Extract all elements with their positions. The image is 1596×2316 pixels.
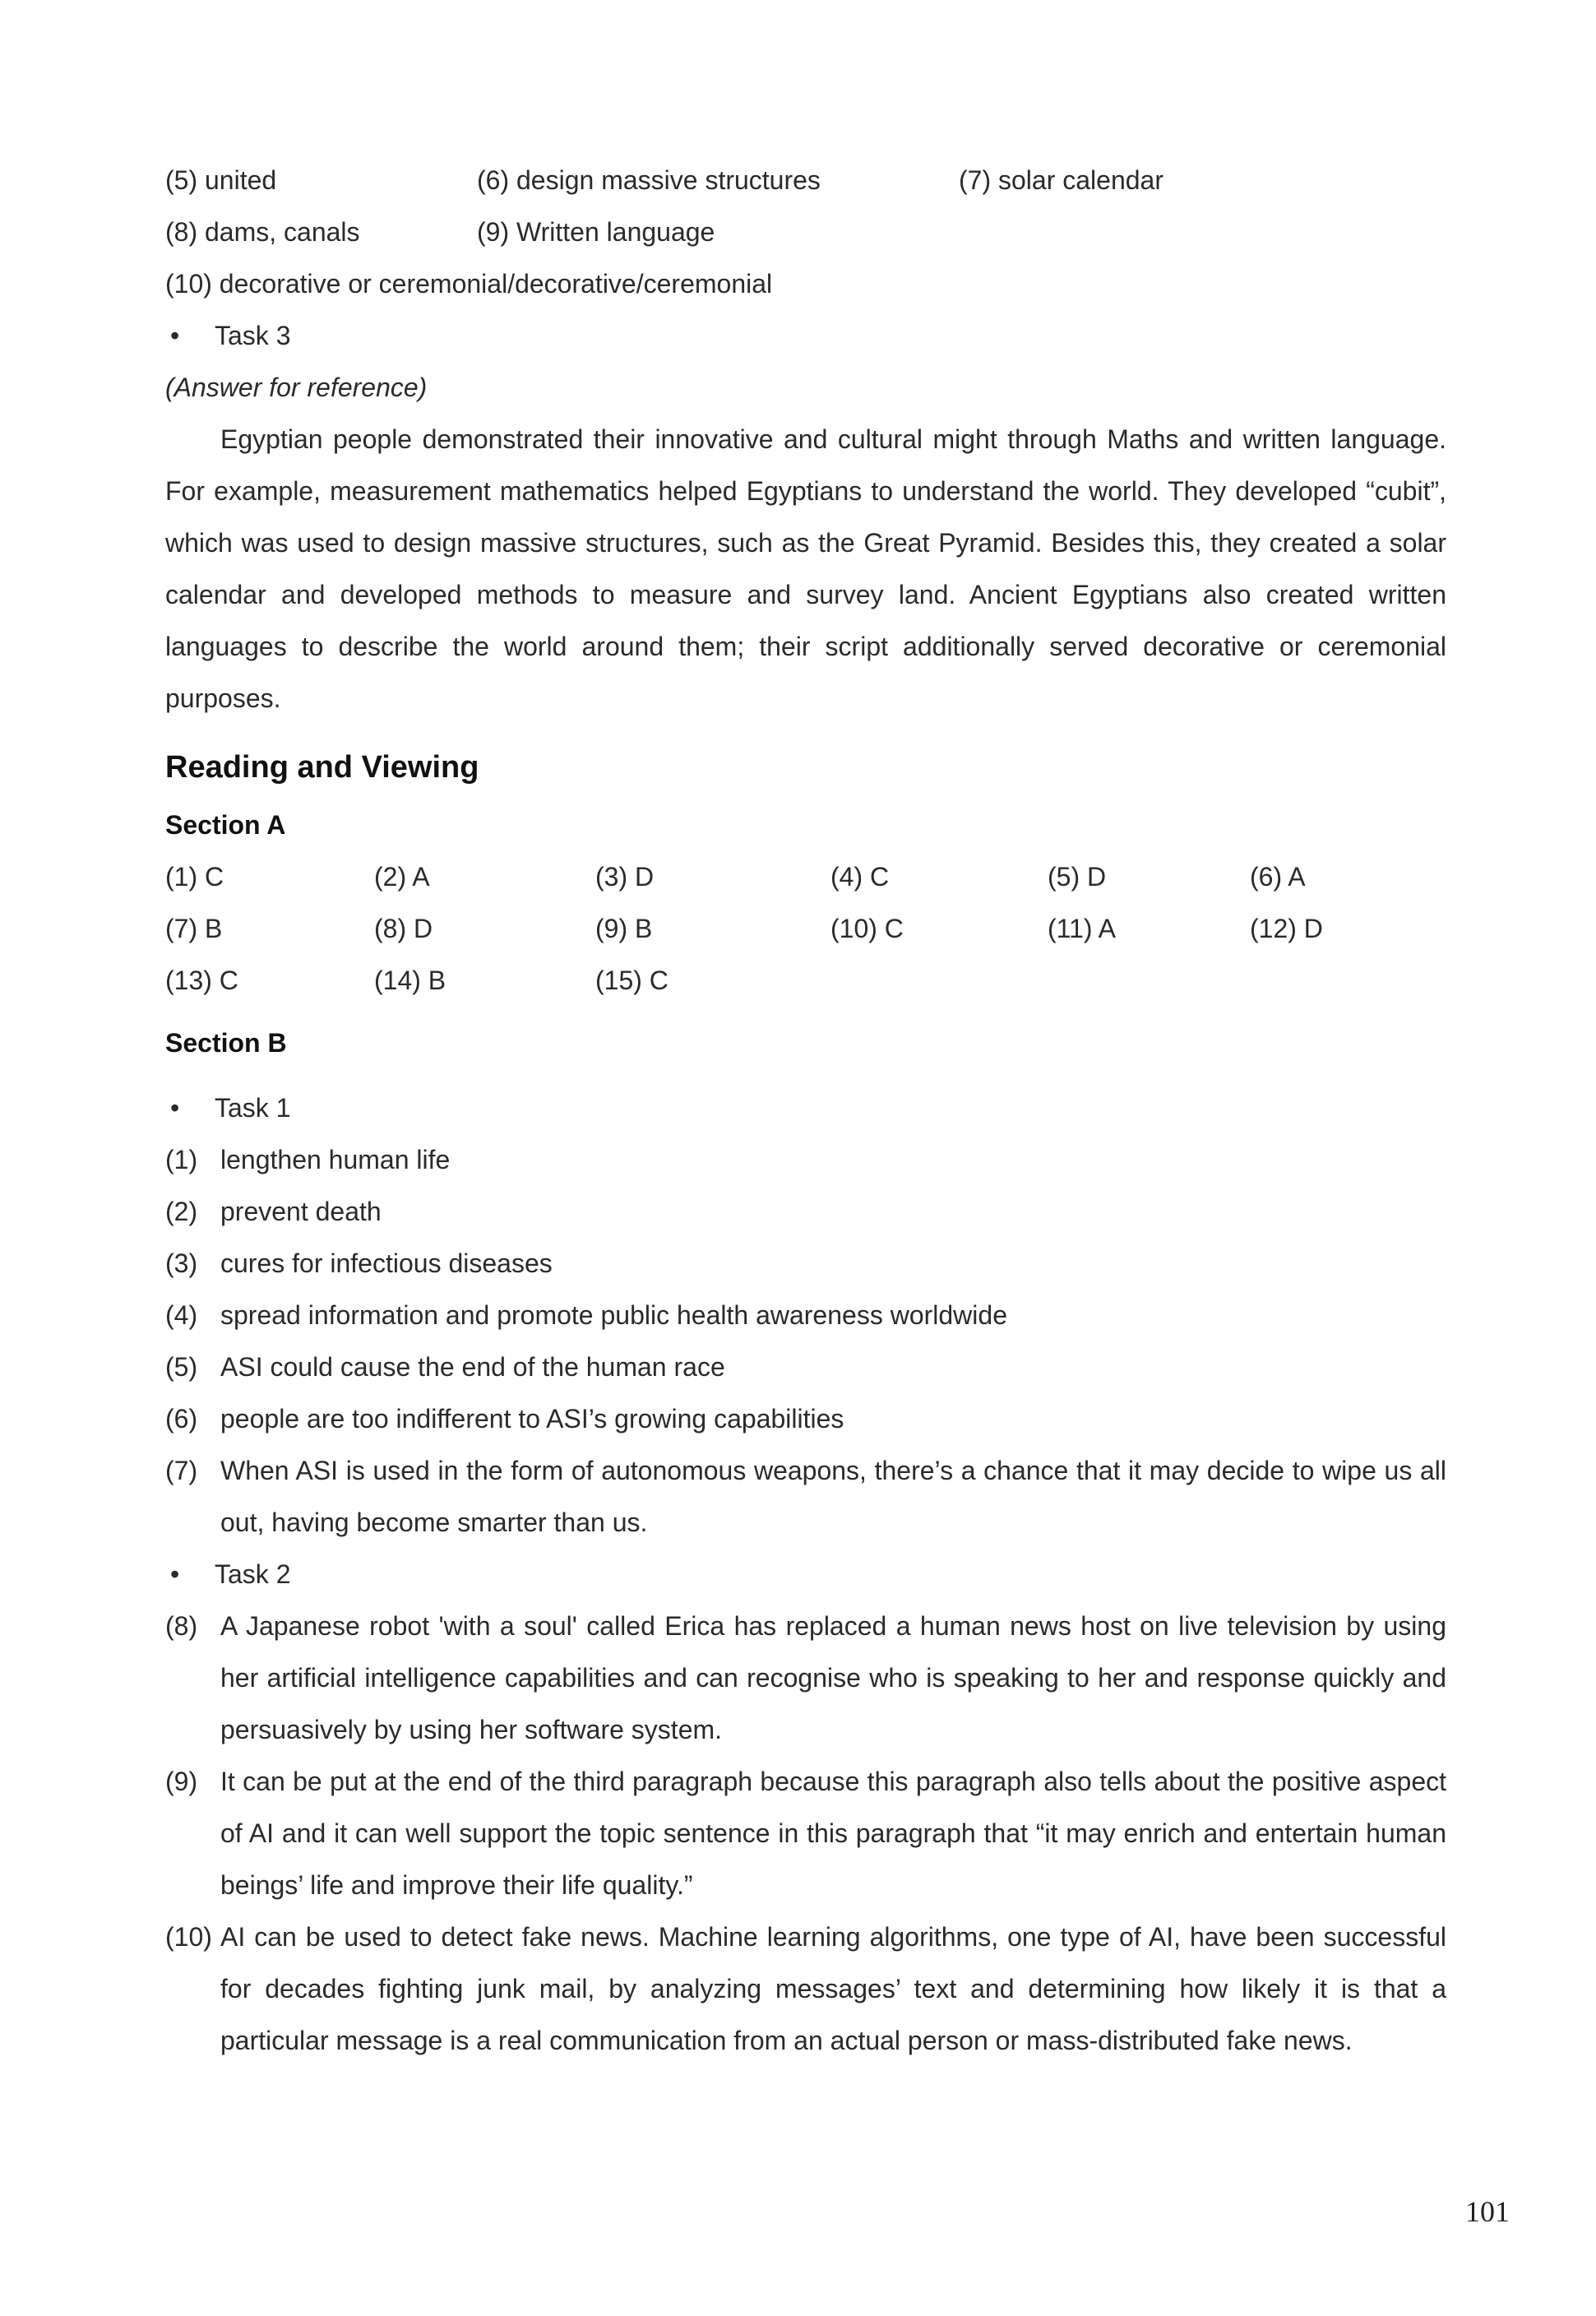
item-number: (9) bbox=[165, 1767, 198, 1796]
answer: (6) design massive structures bbox=[477, 165, 821, 195]
section-a-answers bbox=[165, 851, 1446, 1007]
bullet-icon: • bbox=[170, 1093, 180, 1123]
answer: (15) C bbox=[595, 966, 668, 995]
answer: (14) B bbox=[374, 966, 446, 995]
answer: (10) decorative or ceremonial/decorative/ceremonial bbox=[165, 269, 773, 299]
item-text: people are too indifferent to ASI’s growing capabilities bbox=[220, 1404, 844, 1434]
list-item bbox=[165, 1134, 1446, 1186]
item-text: It can be put at the end of the third paragraph because this paragraph also tells about the positive aspect of AI and it can well support the topic sentence in this paragraph that “it may enrich and entertain human beings’ life and improve their life quality.” bbox=[220, 1767, 1446, 1900]
answer: (4) C bbox=[830, 862, 890, 892]
section-a-title: Section A bbox=[165, 810, 286, 840]
answer: (2) A bbox=[374, 862, 430, 892]
list-item bbox=[165, 1341, 1446, 1393]
section-b-title: Section B bbox=[165, 1028, 287, 1058]
list-item bbox=[165, 1445, 1446, 1549]
answer-row bbox=[165, 155, 1446, 206]
list-item bbox=[165, 1756, 1446, 1911]
item-number: (5) bbox=[165, 1352, 198, 1382]
item-text: A Japanese robot 'with a soul' called Erica has replaced a human news host on live television by using her artificial intelligence capabilities and can recognise who is speaking to her and response quickly and persuasively by using her software system. bbox=[220, 1611, 1446, 1744]
list-item bbox=[165, 1186, 1446, 1238]
answer: (7) B bbox=[165, 914, 223, 943]
answer: (12) D bbox=[1250, 914, 1323, 943]
item-number: (3) bbox=[165, 1248, 198, 1278]
answer: (8) dams, canals bbox=[165, 217, 360, 247]
list-item bbox=[165, 1393, 1446, 1445]
list-item bbox=[165, 1290, 1446, 1341]
task1-list bbox=[165, 1134, 1446, 1549]
item-text: When ASI is used in the form of autonomous weapons, there’s a chance that it may decide to wipe us all out, having become smarter than us. bbox=[220, 1456, 1446, 1537]
task-title: Task 2 bbox=[215, 1559, 291, 1589]
bullet-icon: • bbox=[170, 1559, 180, 1589]
section-heading: Reading and Viewing bbox=[165, 750, 479, 785]
answer-row bbox=[165, 851, 1446, 903]
answer: (10) C bbox=[830, 914, 904, 943]
answer: (5) D bbox=[1048, 862, 1107, 892]
list-item bbox=[165, 1238, 1446, 1290]
bullet-icon: • bbox=[170, 321, 180, 350]
item-number: (10) bbox=[165, 1922, 212, 1952]
task-title: Task 3 bbox=[215, 321, 291, 350]
reference-note: (Answer for reference) bbox=[165, 373, 428, 402]
item-number: (2) bbox=[165, 1197, 198, 1226]
content bbox=[165, 155, 1446, 2067]
answer: (6) A bbox=[1250, 862, 1306, 892]
task1-heading bbox=[165, 1082, 1446, 1134]
answer: (1) C bbox=[165, 862, 224, 892]
item-number: (1) bbox=[165, 1145, 198, 1174]
task3-heading bbox=[165, 310, 1446, 362]
answer: (9) B bbox=[595, 914, 653, 943]
answer: (9) Written language bbox=[477, 217, 715, 247]
answer-row bbox=[165, 206, 1446, 258]
answer: (13) C bbox=[165, 966, 238, 995]
item-number: (7) bbox=[165, 1456, 198, 1485]
item-number: (4) bbox=[165, 1300, 198, 1330]
item-text: AI can be used to detect fake news. Machine learning algorithms, one type of AI, have been successful for decades fighting junk mail, by analyzing messages’ text and determining how likely it is that a particular message is a real communication from an actual person or mass-distributed fake news. bbox=[220, 1922, 1446, 2055]
task3-paragraph: Egyptian people demonstrated their innovative and cultural might through Maths and written language. For example, measurement mathematics helped Egyptians to understand the world. They developed “cubit”, which was used to design massive structures, such as the Great Pyramid. Besides this, they created a solar calendar and developed methods to measure and survey land. Ancient Egyptians also created written languages to describe the world around them; their script additionally served decorative or ceremonial purposes. bbox=[165, 424, 1446, 713]
item-text: spread information and promote public health awareness worldwide bbox=[220, 1300, 1007, 1330]
item-number: (6) bbox=[165, 1404, 198, 1434]
item-text: ASI could cause the end of the human race bbox=[220, 1352, 725, 1382]
item-text: cures for infectious diseases bbox=[220, 1248, 553, 1278]
list-item bbox=[165, 1911, 1446, 2067]
item-text: prevent death bbox=[220, 1197, 382, 1226]
task2-list bbox=[165, 1600, 1446, 2067]
item-number: (8) bbox=[165, 1611, 198, 1641]
answer: (11) A bbox=[1048, 914, 1116, 943]
answer: (5) united bbox=[165, 165, 277, 195]
page-number: 101 bbox=[1465, 2195, 1510, 2228]
answer: (7) solar calendar bbox=[959, 165, 1163, 195]
list-item bbox=[165, 1600, 1446, 1756]
answer: (3) D bbox=[595, 862, 655, 892]
answer-row bbox=[165, 955, 1446, 1007]
answer-row bbox=[165, 903, 1446, 955]
item-text: lengthen human life bbox=[220, 1145, 451, 1174]
task2-heading bbox=[165, 1549, 1446, 1600]
answer: (8) D bbox=[374, 914, 433, 943]
task-title: Task 1 bbox=[215, 1093, 291, 1123]
